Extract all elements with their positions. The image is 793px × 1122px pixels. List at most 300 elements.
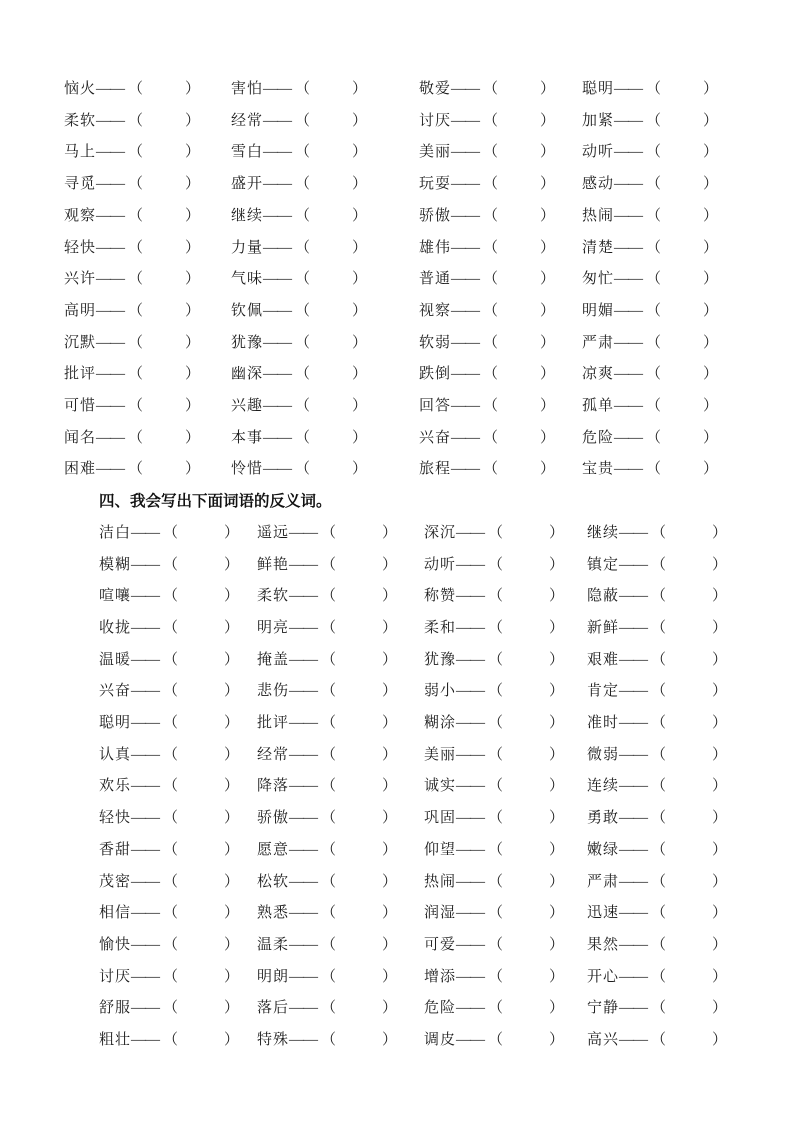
dash-separator: —— [96,207,125,224]
word-blank-item [231,201,419,233]
word-blank-item [257,898,424,930]
word-blank-item [64,169,231,201]
dash-separator: —— [614,112,643,129]
dash-separator: —— [96,112,125,129]
dash-separator: —— [96,302,125,319]
word-row [0,233,793,265]
close-paren: ） [224,778,240,795]
close-paren: ） [549,810,565,827]
word-label: 美丽 [424,746,457,763]
dash-separator: —— [619,1032,648,1049]
word-blank-item [257,867,424,899]
word-blank-item [257,930,424,962]
word-blank-item [587,708,793,740]
word-row [0,169,793,201]
open-paren: （ [295,334,311,351]
word-label: 认真 [99,746,132,763]
close-paren: ） [703,207,719,224]
close-paren: ） [549,905,565,922]
open-paren: （ [483,302,499,319]
word-label: 温暖 [99,651,132,668]
close-paren: ） [185,334,201,351]
dash-separator: —— [456,778,485,795]
open-paren: （ [646,239,662,256]
close-paren: ） [185,366,201,383]
word-blank-item [231,264,419,296]
word-blank-item [582,264,793,296]
word-blank-item [587,993,793,1025]
open-paren: （ [651,651,667,668]
open-paren: （ [163,651,179,668]
word-blank-item [257,518,424,550]
word-label: 兴奋 [99,683,132,700]
dash-separator: —— [131,619,160,636]
word-label: 柔软 [257,588,290,605]
close-paren: ） [352,334,368,351]
word-label: 钦佩 [231,302,264,319]
word-label: 盛开 [231,176,264,193]
close-paren: ） [549,556,565,573]
word-blank-item [587,1025,793,1057]
word-blank-item [587,645,793,677]
word-label: 骄傲 [257,810,290,827]
word-row [0,74,793,106]
word-blank-item [64,137,231,169]
word-label: 软弱 [419,334,452,351]
word-blank-item [587,771,793,803]
open-paren: （ [651,968,667,985]
open-paren: （ [295,112,311,129]
word-row [0,106,793,138]
dash-separator: —— [614,81,643,97]
word-blank-item [99,518,257,550]
word-label: 讨厌 [419,112,452,129]
dash-separator: —— [289,746,318,763]
close-paren: ） [703,112,719,129]
open-paren: （ [483,239,499,256]
close-paren: ） [224,810,240,827]
word-label: 回答 [419,398,452,415]
word-label: 落后 [257,1000,290,1017]
open-paren: （ [321,746,337,763]
close-paren: ） [703,81,719,97]
dash-separator: —— [263,144,292,161]
word-blank-item [582,328,793,360]
word-label: 掩盖 [257,651,290,668]
word-label: 舒服 [99,1000,132,1017]
open-paren: （ [163,968,179,985]
dash-separator: —— [131,746,160,763]
close-paren: ） [224,1032,240,1049]
open-paren: （ [128,302,144,319]
word-label: 调皮 [424,1032,457,1049]
word-blank-item [587,676,793,708]
word-row [0,264,793,296]
dash-separator: —— [619,968,648,985]
word-blank-item [419,264,582,296]
word-blank-item [64,423,231,455]
word-label: 柔和 [424,619,457,636]
word-label: 称赞 [424,588,457,605]
word-blank-item [99,930,257,962]
word-row [0,645,793,677]
word-label: 仰望 [424,841,457,858]
open-paren: （ [488,968,504,985]
dash-separator: —— [451,176,480,193]
word-label: 玩耍 [419,176,452,193]
word-row [0,359,793,391]
word-blank-item [587,740,793,772]
dash-separator: —— [456,968,485,985]
close-paren: ） [549,683,565,700]
close-paren: ） [549,873,565,890]
dash-separator: —— [263,81,292,97]
open-paren: （ [646,366,662,383]
word-blank-item [582,296,793,328]
close-paren: ） [382,841,398,858]
word-blank-item [424,867,587,899]
word-blank-item [424,930,587,962]
word-blank-item [64,264,231,296]
dash-separator: —— [451,239,480,256]
dash-separator: —— [131,810,160,827]
close-paren: ） [540,239,556,256]
open-paren: （ [163,905,179,922]
open-paren: （ [646,302,662,319]
word-label: 可惜 [64,398,97,415]
close-paren: ） [185,429,201,446]
word-blank-item [99,898,257,930]
close-paren: ） [224,936,240,953]
word-label: 聪明 [99,715,132,732]
word-blank-item [231,74,419,106]
close-paren: ） [540,144,556,161]
close-paren: ） [382,683,398,700]
dash-separator: —— [614,271,643,288]
dash-separator: —— [96,144,125,161]
open-paren: （ [483,144,499,161]
word-label: 幽深 [231,366,264,383]
word-blank-item [231,423,419,455]
close-paren: ） [382,524,398,541]
word-label: 开心 [587,968,620,985]
close-paren: ） [224,715,240,732]
dash-separator: —— [614,207,643,224]
dash-separator: —— [614,144,643,161]
word-blank-item [424,518,587,550]
word-blank-item [231,233,419,265]
close-paren: ） [224,746,240,763]
close-paren: ） [540,112,556,129]
open-paren: （ [488,1032,504,1049]
word-label: 糊涂 [424,715,457,732]
word-blank-item [582,391,793,423]
open-paren: （ [128,207,144,224]
word-label: 欢乐 [99,778,132,795]
open-paren: （ [483,176,499,193]
close-paren: ） [382,873,398,890]
word-label: 气味 [231,271,264,288]
open-paren: （ [295,207,311,224]
open-paren: （ [651,556,667,573]
open-paren: （ [651,524,667,541]
open-paren: （ [163,746,179,763]
word-label: 隐蔽 [587,588,620,605]
dash-separator: —— [619,778,648,795]
word-label: 遥远 [257,524,290,541]
word-label: 热闹 [582,207,615,224]
word-blank-item [419,106,582,138]
open-paren: （ [488,810,504,827]
open-paren: （ [483,334,499,351]
dash-separator: —— [131,588,160,605]
word-blank-item [99,803,257,835]
word-label: 喧嚷 [99,588,132,605]
dash-separator: —— [289,651,318,668]
word-label: 明亮 [257,619,290,636]
word-label: 批评 [64,366,97,383]
dash-separator: —— [263,366,292,383]
close-paren: ） [352,207,368,224]
word-label: 熟悉 [257,905,290,922]
word-label: 高兴 [587,1032,620,1049]
dash-separator: —— [451,81,480,97]
open-paren: （ [488,556,504,573]
close-paren: ） [185,112,201,129]
close-paren: ） [703,176,719,193]
close-paren: ） [540,366,556,383]
open-paren: （ [651,683,667,700]
word-label: 雄伟 [419,239,452,256]
word-blank-item [231,137,419,169]
word-blank-item [419,454,582,486]
dash-separator: —— [456,746,485,763]
close-paren: ） [224,619,240,636]
word-blank-item [99,1025,257,1057]
word-label: 动听 [582,144,615,161]
dash-separator: —— [614,461,643,478]
word-blank-item [231,359,419,391]
word-label: 讨厌 [99,968,132,985]
open-paren: （ [321,1032,337,1049]
close-paren: ） [549,1000,565,1017]
word-label: 力量 [231,239,264,256]
open-paren: （ [646,398,662,415]
word-label: 感动 [582,176,615,193]
open-paren: （ [128,239,144,256]
open-paren: （ [321,715,337,732]
dash-separator: —— [263,334,292,351]
close-paren: ） [540,334,556,351]
synonyms-word-list [0,74,793,486]
close-paren: ） [540,429,556,446]
word-label: 观察 [64,207,97,224]
word-blank-item [419,169,582,201]
close-paren: ） [712,715,728,732]
word-blank-item [257,550,424,582]
word-label: 鲜艳 [257,556,290,573]
open-paren: （ [488,746,504,763]
word-label: 降落 [257,778,290,795]
dash-separator: —— [456,588,485,605]
open-paren: （ [128,176,144,193]
word-blank-item [99,993,257,1025]
open-paren: （ [646,207,662,224]
word-label: 洁白 [99,524,132,541]
open-paren: （ [321,968,337,985]
word-label: 寻觅 [64,176,97,193]
dash-separator: —— [131,1032,160,1049]
word-label: 微弱 [587,746,620,763]
open-paren: （ [651,619,667,636]
word-label: 愿意 [257,841,290,858]
close-paren: ） [352,302,368,319]
dash-separator: —— [614,239,643,256]
open-paren: （ [321,556,337,573]
word-label: 嫩绿 [587,841,620,858]
open-paren: （ [128,398,144,415]
word-label: 马上 [64,144,97,161]
word-label: 相信 [99,905,132,922]
open-paren: （ [646,144,662,161]
dash-separator: —— [451,302,480,319]
open-paren: （ [483,271,499,288]
close-paren: ） [712,968,728,985]
open-paren: （ [483,112,499,129]
word-label: 动听 [424,556,457,573]
dash-separator: —— [263,302,292,319]
close-paren: ） [224,683,240,700]
dash-separator: —— [131,778,160,795]
close-paren: ） [703,239,719,256]
close-paren: ） [352,366,368,383]
dash-separator: —— [289,556,318,573]
open-paren: （ [295,81,311,97]
word-blank-item [64,328,231,360]
close-paren: ） [712,556,728,573]
dash-separator: —— [131,524,160,541]
close-paren: ） [540,461,556,478]
word-blank-item [587,835,793,867]
open-paren: （ [295,176,311,193]
close-paren: ） [185,271,201,288]
dash-separator: —— [456,683,485,700]
dash-separator: —— [619,1000,648,1017]
word-blank-item [587,518,793,550]
word-blank-item [257,708,424,740]
open-paren: （ [646,334,662,351]
open-paren: （ [488,651,504,668]
open-paren: （ [163,556,179,573]
open-paren: （ [128,81,144,97]
open-paren: （ [651,905,667,922]
close-paren: ） [382,588,398,605]
word-label: 松软 [257,873,290,890]
dash-separator: —— [451,398,480,415]
dash-separator: —— [131,905,160,922]
close-paren: ） [712,524,728,541]
open-paren: （ [651,873,667,890]
word-blank-item [231,391,419,423]
word-label: 加紧 [582,112,615,129]
close-paren: ） [224,873,240,890]
word-label: 连续 [587,778,620,795]
word-blank-item [587,930,793,962]
word-blank-item [257,740,424,772]
dash-separator: —— [614,366,643,383]
close-paren: ） [549,968,565,985]
dash-separator: —— [456,873,485,890]
open-paren: （ [128,461,144,478]
open-paren: （ [321,841,337,858]
word-label: 经常 [257,746,290,763]
dash-separator: —— [456,936,485,953]
close-paren: ） [549,778,565,795]
dash-separator: —— [456,715,485,732]
dash-separator: —— [263,271,292,288]
open-paren: （ [321,905,337,922]
open-paren: （ [295,271,311,288]
open-paren: （ [488,905,504,922]
close-paren: ） [549,1032,565,1049]
word-blank-item [424,581,587,613]
word-blank-item [587,803,793,835]
word-label: 严肃 [582,334,615,351]
dash-separator: —— [451,461,480,478]
word-label: 镇定 [587,556,620,573]
word-blank-item [587,613,793,645]
word-blank-item [419,296,582,328]
open-paren: （ [163,619,179,636]
word-row [0,708,793,740]
word-label: 跌倒 [419,366,452,383]
open-paren: （ [488,683,504,700]
open-paren: （ [646,429,662,446]
dash-separator: —— [289,715,318,732]
word-blank-item [257,1025,424,1057]
word-blank-item [582,137,793,169]
word-blank-item [99,962,257,994]
word-label: 本事 [231,429,264,446]
open-paren: （ [646,461,662,478]
word-label: 凉爽 [582,366,615,383]
open-paren: （ [163,778,179,795]
dash-separator: —— [96,366,125,383]
word-blank-item [99,550,257,582]
word-blank-item [424,1025,587,1057]
word-blank-item [64,296,231,328]
close-paren: ） [540,271,556,288]
close-paren: ） [224,588,240,605]
word-label: 诚实 [424,778,457,795]
close-paren: ） [382,1000,398,1017]
close-paren: ） [185,81,201,97]
close-paren: ） [224,556,240,573]
word-blank-item [64,233,231,265]
open-paren: （ [128,429,144,446]
open-paren: （ [646,81,662,97]
open-paren: （ [488,778,504,795]
word-label: 准时 [587,715,620,732]
dash-separator: —— [263,429,292,446]
dash-separator: —— [289,1000,318,1017]
word-label: 深沉 [424,524,457,541]
word-blank-item [257,803,424,835]
word-blank-item [231,106,419,138]
close-paren: ） [352,398,368,415]
dash-separator: —— [289,524,318,541]
antonyms-section-heading: 四、我会写出下面词语的反义词。 [99,493,332,511]
